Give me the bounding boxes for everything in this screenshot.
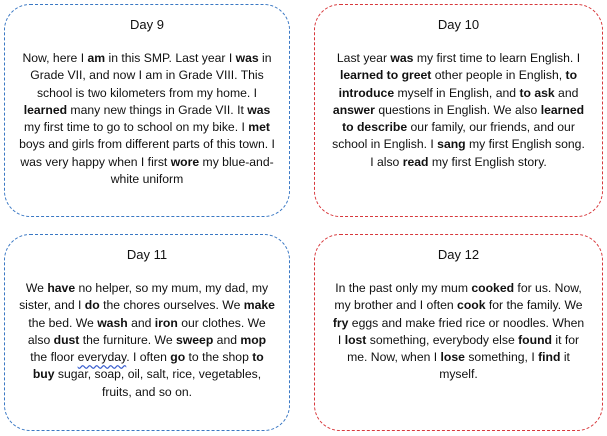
bold-word: mop <box>240 332 267 347</box>
card-title: Day 11 <box>126 247 168 262</box>
bold-word: iron <box>154 315 178 330</box>
card-text: Last year was my first time to learn English. I learned to greet other people in English, to introduce myself in English, and to ask and answer questions in English. We also learned to describe our family, our friends, and our school in English. I sang my first English song. I also read my first English story. <box>332 51 585 169</box>
bold-word: am <box>87 51 106 65</box>
bold-word: dust <box>53 332 80 347</box>
bold-word: read <box>402 154 429 169</box>
bold-word: sang <box>437 137 466 152</box>
spellcheck-word: everyday <box>77 350 127 365</box>
bold-word: answer <box>332 102 375 117</box>
bold-word: go <box>170 350 186 365</box>
card-day-12 <box>314 234 603 431</box>
bold-word: lost <box>344 332 367 347</box>
bold-word: wore <box>170 154 200 169</box>
bold-word: to introduce <box>338 68 578 100</box>
card-text: We have no helper, so my mum, my dad, my sister, and I do the chores ourselves. We make the bed. We wash and iron our clothes. We also dust the furniture. We sweep and mop the floor everyday. I often go to the shop to buy sugar, soap, oil, salt, rice, vegetables, fruits, and so on. <box>19 281 275 399</box>
bold-word: have <box>47 281 76 295</box>
bold-word: make <box>243 298 275 313</box>
bold-word: do <box>84 298 100 313</box>
card-title: Day 12 <box>437 247 480 262</box>
bold-word: wash <box>97 315 128 330</box>
bold-word: learned to greet <box>339 68 432 83</box>
bold-word: sweep <box>176 332 214 347</box>
bold-word: cook <box>457 298 486 313</box>
bold-word: met <box>248 120 270 135</box>
bold-word: found <box>518 332 552 347</box>
bold-word: was <box>247 102 271 117</box>
card-title: Day 10 <box>437 17 480 32</box>
bold-word: lose <box>440 350 465 365</box>
card-text: In the past only my mum cooked for us. Now, my brother and I often cook for the family. We fry eggs and make fried rice or noodles. When I lost something, everybody else found it for me. Now, when I lose something, I find it myself. <box>332 281 585 382</box>
card-title: Day 9 <box>130 17 164 32</box>
card-text: Now, here I am in this SMP. Last year I was in Grade VII, and now I am in Grade VIII. This school is two kilometers from my home. I learned many new things in Grade VII. It was my first time to go to school on my bike. I met boys and girls from different parts of this town. I was very happy when I first wore my blue-and-white uniform <box>19 51 275 187</box>
bold-word: find <box>538 350 561 365</box>
bold-word: to buy <box>32 350 264 382</box>
bold-word: was <box>235 51 259 65</box>
card-day-11 <box>4 234 290 431</box>
bold-word: learned to describe <box>342 102 585 135</box>
bold-word: learned <box>23 102 68 117</box>
bold-word: fry <box>332 315 349 330</box>
bold-word: cooked <box>471 281 515 295</box>
bold-word: was <box>390 51 414 65</box>
bold-word: to ask <box>519 85 555 100</box>
card-day-10 <box>314 4 603 217</box>
card-day-9 <box>4 4 290 217</box>
